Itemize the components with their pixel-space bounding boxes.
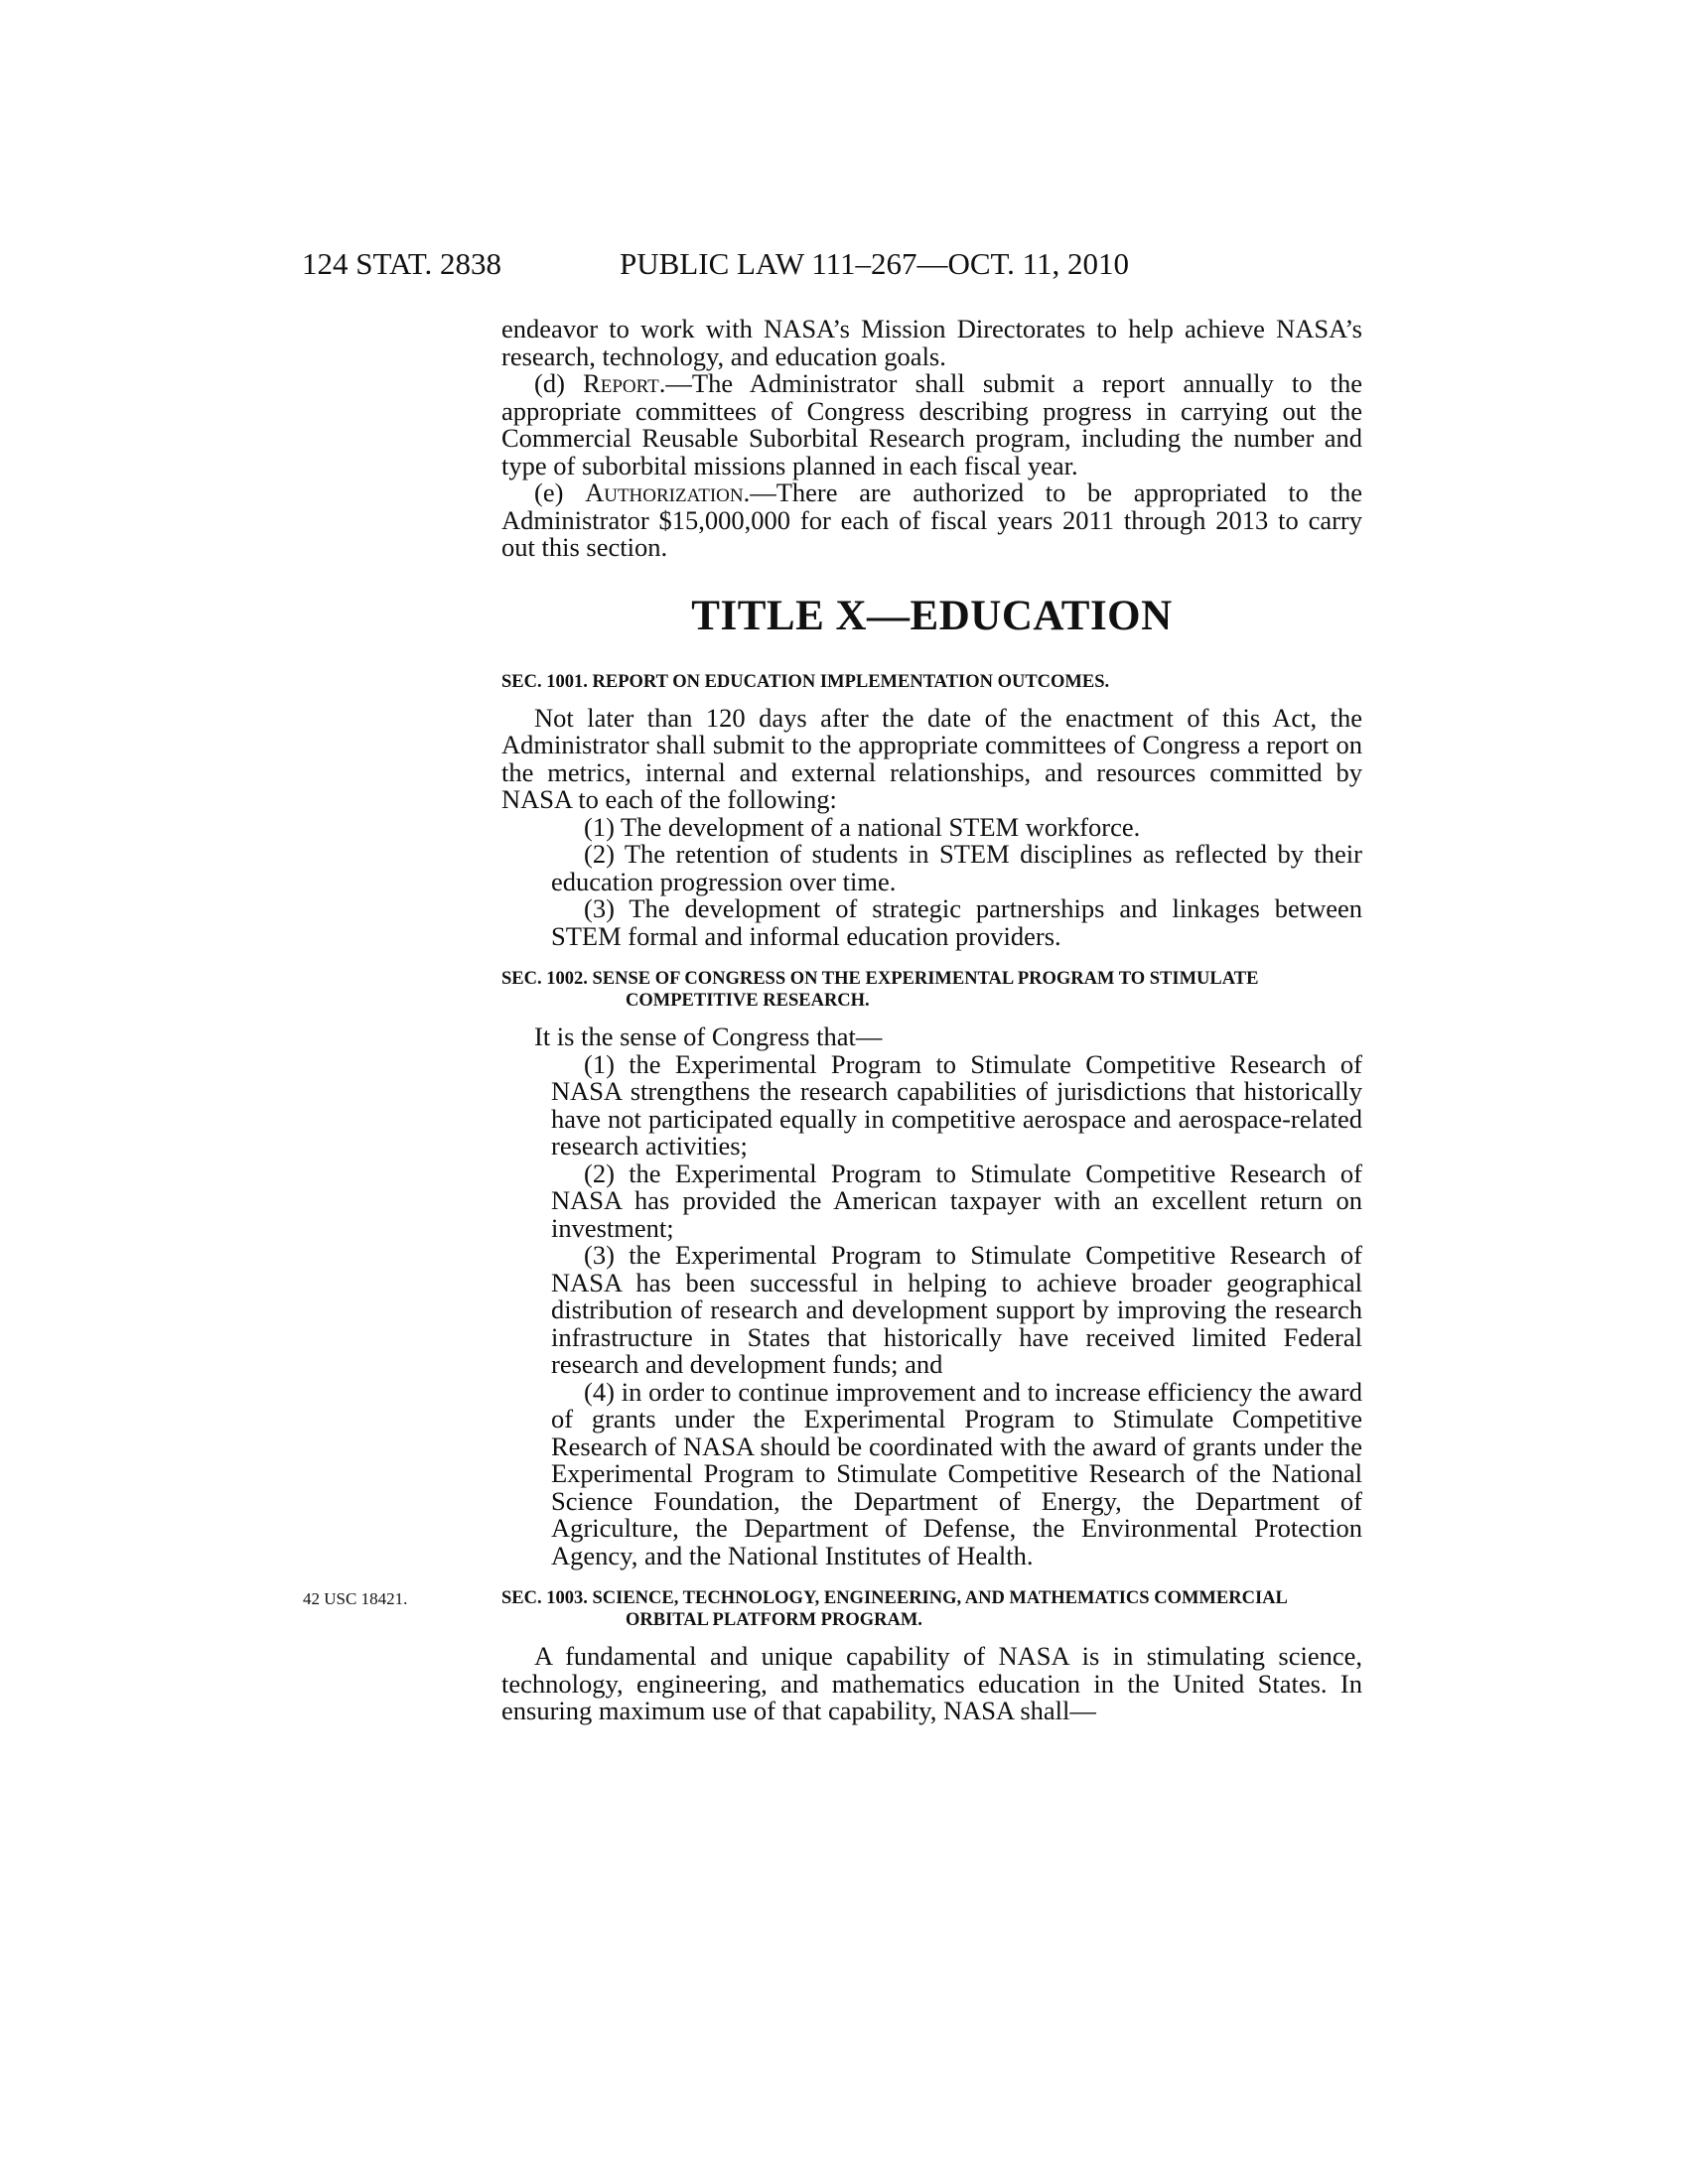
subsection-d-heading: Report (583, 368, 659, 398)
section-1001-intro: Not later than 120 days after the date of the enactment of this Act, the Administrator shall submit to the appropriate committees of Congress a report on the metrics, internal and external relationships, and resources committed by NASA to each of the following: (501, 702, 1362, 814)
section-1002-item: (2) the Experimental Program to Stimulate Competitive Research of NASA has provided the American taxpayer with an excellent return on investment; (551, 1158, 1362, 1243)
stat-page-number: 124 STAT. 2838 (302, 246, 502, 281)
section-1002-item: (3) the Experimental Program to Stimulate Competitive Research of NASA has been successful in helping to achieve broader geographical distribution of research and development support by improving the research infrastructure in States that historically have received limited Federal research and development funds; and (551, 1240, 1362, 1379)
public-law-header: PUBLIC LAW 111–267—OCT. 11, 2010 (620, 246, 1130, 281)
section-1002-item: (4) in order to continue improvement and to increase efficiency the award of grants under the Experimental Program to Stimulate Competitive Research of NASA should be coordinated with the award of grants under the Experimental Program to Stimulate Competitive Research of the National Science Foundation, the Department of Energy, the Department of Agriculture, the Department of Defense, the Environmental Protection Agency, and the National Institutes of Health. (551, 1376, 1362, 1570)
subsection-d (501, 370, 1362, 479)
section-1001-item: (3) The development of strategic partnerships and linkages between STEM formal and informal education providers. (551, 893, 1362, 951)
section-1002-intro: It is the sense of Congress that— (534, 1022, 883, 1051)
subsection-e-heading: Authorization (585, 478, 744, 507)
section-1002-item: (1) the Experimental Program to Stimulate Competitive Research of NASA strengthens the research capabilities of jurisdictions that historically have not participated equally in competitive aerospace and aerospace-related research activities; (551, 1048, 1362, 1160)
subsection-d-text: .—The Administrator shall submit a report annually to the appropriate committees of Congress describing progress in carrying out the Commercial Reusable Suborbital Research program, including the number and type of suborbital missions planned in each fiscal year. (501, 368, 1362, 480)
title-heading: TITLE X—EDUCATION (691, 592, 1173, 639)
subsection-d-label: (d) (534, 368, 584, 398)
usc-margin-note: 42 USC 18421. (303, 1589, 408, 1608)
section-1001-item: (1) The development of a national STEM workforce. (584, 811, 1141, 842)
section-1001-heading: SEC. 1001. REPORT ON EDUCATION IMPLEMENTATION OUTCOMES. (501, 671, 1110, 692)
subsection-e-label: (e) (534, 478, 586, 507)
section-1003-heading: SEC. 1003. SCIENCE, TECHNOLOGY, ENGINEERING, AND MATHEMATICS COMMERCIAL ORBITAL PLATFORM PROGRAM. (501, 1588, 1287, 1630)
subsection-e-text: .—There are authorized to be appropriated to the Administrator $15,000,000 for each of fiscal years 2011 through 2013 to carry out this section. (501, 478, 1362, 562)
section-1003-intro: A fundamental and unique capability of NASA is in stimulating science, technology, engineering, and mathematics education in the United States. In ensuring maximum use of that capability, NASA shall— (501, 1641, 1362, 1725)
section-1001-item: (2) The retention of students in STEM disciplines as reflected by their education progression over time. (551, 839, 1362, 896)
continuation-paragraph: endeavor to work with NASA’s Mission Directorates to help achieve NASA’s research, technology, and education goals. (501, 314, 1362, 371)
subsection-e (501, 479, 1362, 562)
section-1002-heading: SEC. 1002. SENSE OF CONGRESS ON THE EXPERIMENTAL PROGRAM TO STIMULATE COMPETITIVE RESEARCH. (501, 969, 1259, 1011)
body-column (501, 316, 1362, 1725)
